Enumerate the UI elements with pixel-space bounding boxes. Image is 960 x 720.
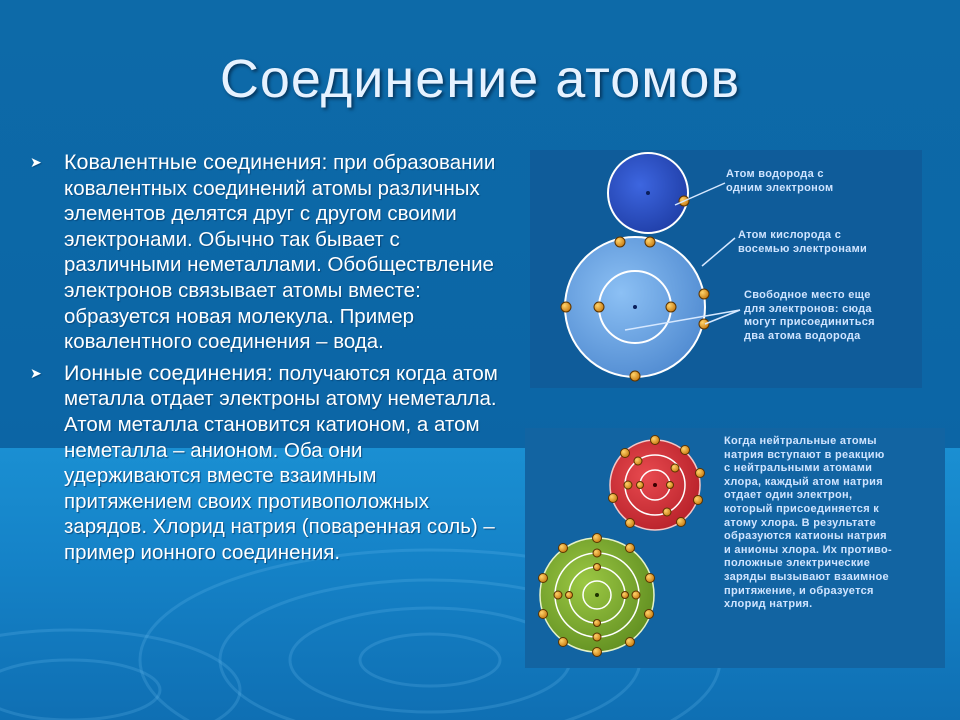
ionic-caption: Когда нейтральные атомы натрия вступают в реакцию с нейтральными атомами хлора, каждый атом натрия отдает один электрон, который присоединяется к атому хлора. В результате образуются катионы натрия и анионы хлора. Их противо- положные электрические заряды вызывают взаимное притяжение, и образуется хлорид натрия. [724,435,892,611]
label-oxygen-atom: Атом кислорода с восемью электронами [738,229,868,255]
label-hydrogen-atom: Атом водорода с одним электроном [726,168,834,194]
text-ionic: получаются когда атом металла отдает электроны атому неметалла. Атом металла становится катионом, а атом неметалла – анионом. Оба они удерживаются вместе взаимным притяжением своих противоположных зарядов. Хлорид натрия (поваренная соль) – пример ионного соединения. [64,361,498,564]
arrowhead-bullet-icon: ➤ [30,364,42,381]
term-covalent: Ковалентные соединения: [64,150,328,174]
slide-title: Соединение атомов [219,49,741,109]
term-ionic: Ионные соединения: [64,360,273,385]
label-free-space: Свободное место еще для электронов: сюда могут присоединиться два атома водорода [744,289,875,342]
text-covalent: при образовании ковалентных соединений атомы различных элементов делятся друг с другом своими электронами. Обычно так бывает с различными неметаллами. Обобществление электронов связывает атомы вместе: образуется новая молекула. Пример ковалентного соединения – вода. [64,151,496,354]
slide-body [30,150,502,572]
paragraph-ionic [30,361,502,566]
paragraph-covalent [30,150,502,355]
arrowhead-bullet-icon: ➤ [30,154,42,170]
ionic-diagram [525,428,945,668]
covalent-diagram [530,150,922,388]
